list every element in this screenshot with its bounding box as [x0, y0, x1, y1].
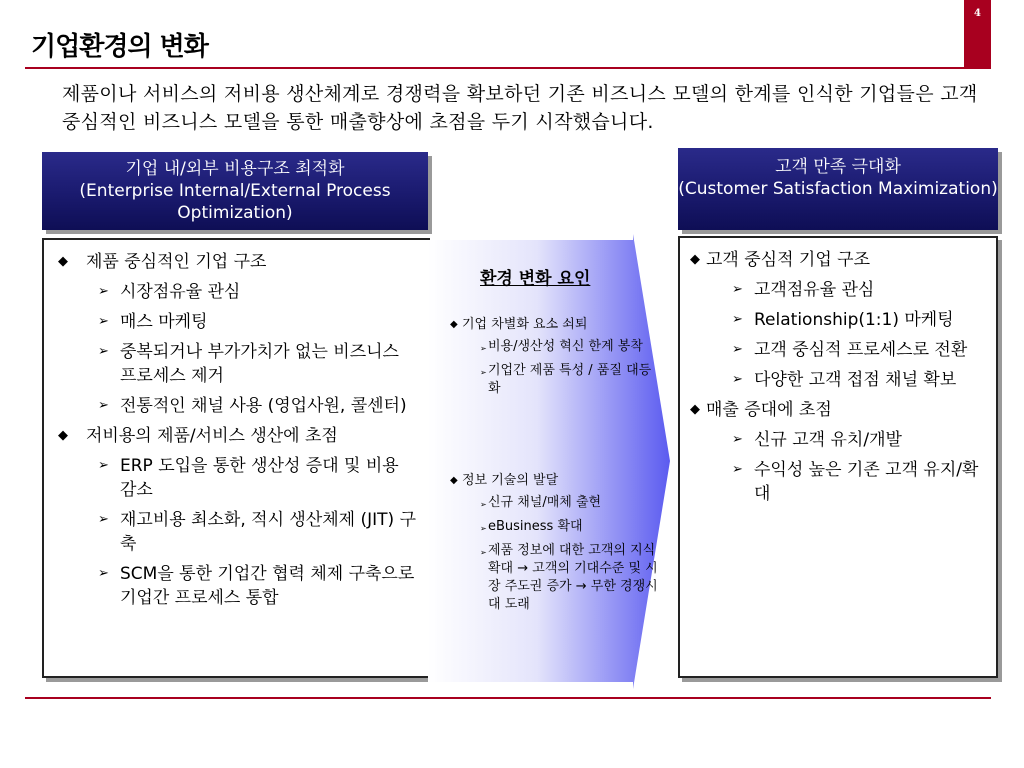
- left-subitem: 시장점유율 관심: [120, 282, 241, 302]
- left-item-label: 저비용의 제품/서비스 생산에 초점: [86, 426, 338, 446]
- arrowhead-bullet-icon: ➢: [98, 566, 109, 581]
- middle-subitem: 기업간 제품 특성 / 품질 대등화: [488, 363, 652, 396]
- right-column-header: [678, 148, 998, 230]
- arrowhead-bullet-icon: ➢: [732, 282, 743, 297]
- middle-subitem: 신규 채널/매체 출현: [488, 495, 602, 510]
- arrowhead-bullet-icon: ➢: [98, 344, 109, 359]
- arrowhead-bullet-icon: ➢: [98, 398, 109, 413]
- middle-subitem: 비용/생산성 혁신 한계 봉착: [488, 339, 643, 354]
- arrowhead-bullet-icon: ➢: [98, 314, 109, 329]
- arrowhead-bullet-icon: ➢: [732, 432, 743, 447]
- middle-group-it-development: [450, 472, 660, 614]
- intro-text: 제품이나 서비스의 저비용 생산체계로 경쟁력을 확보하던 기존 비즈니스 모델의 한계를 인식한 기업들은 고객 중심적인 비즈니스 모델을 통한 매출향상에 초점을 두기 시작했습니다.: [62, 83, 978, 133]
- arrowhead-bullet-icon: ➢: [480, 500, 487, 509]
- left-subitem: 매스 마케팅: [120, 312, 208, 332]
- arrowhead-bullet-icon: ➢: [732, 312, 743, 327]
- title-divider: [25, 67, 991, 69]
- right-subitem: 수익성 높은 기존 고객 유지/확대: [754, 460, 979, 504]
- middle-group-label: 정보 기술의 발달: [462, 473, 559, 488]
- arrowhead-bullet-icon: ➢: [480, 368, 487, 377]
- middle-group-label: 기업 차별화 요소 쇠퇴: [462, 317, 588, 332]
- bottom-divider: [25, 697, 991, 699]
- right-subitem: 신규 고객 유치/개발: [754, 430, 902, 450]
- right-content-box: [678, 236, 998, 678]
- left-content-box: [42, 238, 430, 678]
- right-subitem: 다양한 고객 접점 채널 확보: [754, 370, 957, 390]
- left-header-subtitle: (Enterprise Internal/External Process Optimization): [79, 181, 391, 223]
- arrowhead-bullet-icon: ➢: [732, 372, 743, 387]
- right-item-label: 매출 증대에 초점: [706, 400, 832, 420]
- arrowhead-bullet-icon: ➢: [98, 458, 109, 473]
- page-number: 4: [964, 0, 991, 68]
- diamond-bullet-icon: ◆: [690, 402, 700, 417]
- right-subitem: 고객 중심적 프로세스로 전환: [754, 340, 968, 360]
- left-subitem: 재고비용 최소화, 적시 생산체제 (JIT) 구축: [120, 510, 417, 554]
- diamond-bullet-icon: ◆: [690, 252, 700, 267]
- right-header-title: 고객 만족 극대화: [775, 157, 901, 177]
- middle-subitem: eBusiness 확대: [488, 519, 583, 534]
- left-header-title: 기업 내/외부 비용구조 최적화: [125, 159, 345, 179]
- left-subitem: ERP 도입을 통한 생산성 증대 및 비용 감소: [120, 456, 399, 500]
- arrowhead-bullet-icon: ➢: [732, 462, 743, 477]
- arrowhead-bullet-icon: ➢: [480, 548, 487, 557]
- diamond-bullet-icon: ◆: [58, 254, 68, 269]
- left-column-header: [42, 152, 428, 230]
- right-subitem: Relationship(1:1) 마케팅: [754, 310, 954, 330]
- left-item-label: 제품 중심적인 기업 구조: [86, 252, 267, 272]
- right-header-subtitle: (Customer Satisfaction Maximization): [678, 179, 998, 199]
- middle-group-differentiation: [450, 316, 660, 398]
- left-subitem: 전통적인 채널 사용 (영업사원, 콜센터): [120, 396, 407, 416]
- right-subitem: 고객점유율 관심: [754, 280, 875, 300]
- left-subitem: 중복되거나 부가가치가 없는 비즈니스 프로세스 제거: [120, 342, 399, 386]
- left-item-product-centric: [56, 250, 416, 418]
- arrowhead-bullet-icon: ➢: [98, 512, 109, 527]
- middle-subitem: 제품 정보에 대한 고객의 지식 확대 → 고객의 기대수준 및 시장 주도권 증가 → 무한 경쟁시대 도래: [488, 543, 658, 612]
- right-item-revenue: [688, 398, 988, 506]
- right-item-label: 고객 중심적 기업 구조: [706, 250, 871, 270]
- arrowhead-bullet-icon: ➢: [480, 344, 487, 353]
- page-title: 기업환경의 변화: [31, 32, 208, 62]
- diamond-bullet-icon: ◆: [450, 319, 458, 330]
- arrowhead-bullet-icon: ➢: [480, 524, 487, 533]
- right-item-customer-centric: [688, 248, 988, 392]
- change-factors-arrow: [428, 234, 670, 689]
- diamond-bullet-icon: ◆: [58, 428, 68, 443]
- left-item-low-cost: [56, 424, 416, 610]
- left-subitem: SCM을 통한 기업간 협력 체제 구축으로 기업간 프로세스 통합: [120, 564, 415, 608]
- arrowhead-bullet-icon: ➢: [732, 342, 743, 357]
- arrowhead-bullet-icon: ➢: [98, 284, 109, 299]
- diamond-bullet-icon: ◆: [450, 475, 458, 486]
- change-factors-title: 환경 변화 요인: [480, 269, 591, 289]
